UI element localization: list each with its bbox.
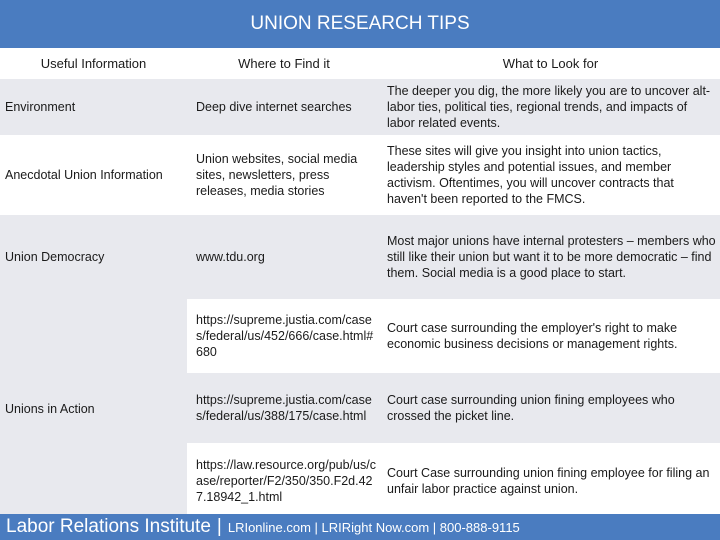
- case-description-3: Court Case surrounding union fining employee for filing an unfair labor practice against union.: [381, 443, 720, 519]
- table-row-union-democracy: [0, 215, 720, 299]
- footer-separator: |: [216, 516, 222, 537]
- table-row-anecdotal: [0, 135, 720, 215]
- header-what-to-look-for: What to Look for: [381, 49, 720, 79]
- table-row-unions-in-action: [0, 299, 720, 373]
- title-bar: [0, 0, 720, 48]
- row-info: Unions in Action: [0, 299, 187, 519]
- row-info: Environment: [0, 79, 187, 135]
- row-where: www.tdu.org: [187, 215, 381, 299]
- row-what: These sites will give you insight into union tactics, leadership styles and potential issues, and member activism. Oftentimes, you will uncover contracts that haven't been reported to the FMCS.: [381, 135, 720, 215]
- case-description-2: Court case surrounding union fining employees who crossed the picket line.: [381, 373, 720, 443]
- case-link-2[interactable]: https://supreme.justia.com/cases/federal/us/388/175/case.html: [187, 373, 381, 443]
- case-link-3[interactable]: https://law.resource.org/pub/us/case/reporter/F2/350/350.F2d.427.18942_1.html: [187, 443, 381, 519]
- page-title: UNION RESEARCH TIPS: [250, 13, 470, 34]
- row-what: The deeper you dig, the more likely you are to uncover alt-labor ties, political ties, regional trends, and impacts of labor related events.: [381, 79, 720, 135]
- research-tips-table: [0, 49, 720, 519]
- case-description-1: Court case surrounding the employer's right to make economic business decisions or management rights.: [381, 299, 720, 373]
- table-row-environment: [0, 79, 720, 135]
- footer-brand: Labor Relations Institute: [6, 516, 211, 537]
- footer-bar: [0, 514, 720, 540]
- footer-contact: LRIonline.com | LRIRight Now.com | 800-888-9115: [227, 519, 520, 535]
- row-what: Most major unions have internal protesters – members who still like their union but want it to be more democratic – find them. Social media is a good place to start.: [381, 215, 720, 299]
- header-where-to-find: Where to Find it: [187, 49, 381, 79]
- case-link-1[interactable]: https://supreme.justia.com/cases/federal/us/452/666/case.html#680: [187, 299, 381, 373]
- table-header-row: [0, 49, 720, 79]
- header-useful-information: Useful Information: [0, 49, 187, 79]
- row-info: Union Democracy: [0, 215, 187, 299]
- row-where: Union websites, social media sites, newsletters, press releases, media stories: [187, 135, 381, 215]
- row-info: Anecdotal Union Information: [0, 135, 187, 215]
- row-where: Deep dive internet searches: [187, 79, 381, 135]
